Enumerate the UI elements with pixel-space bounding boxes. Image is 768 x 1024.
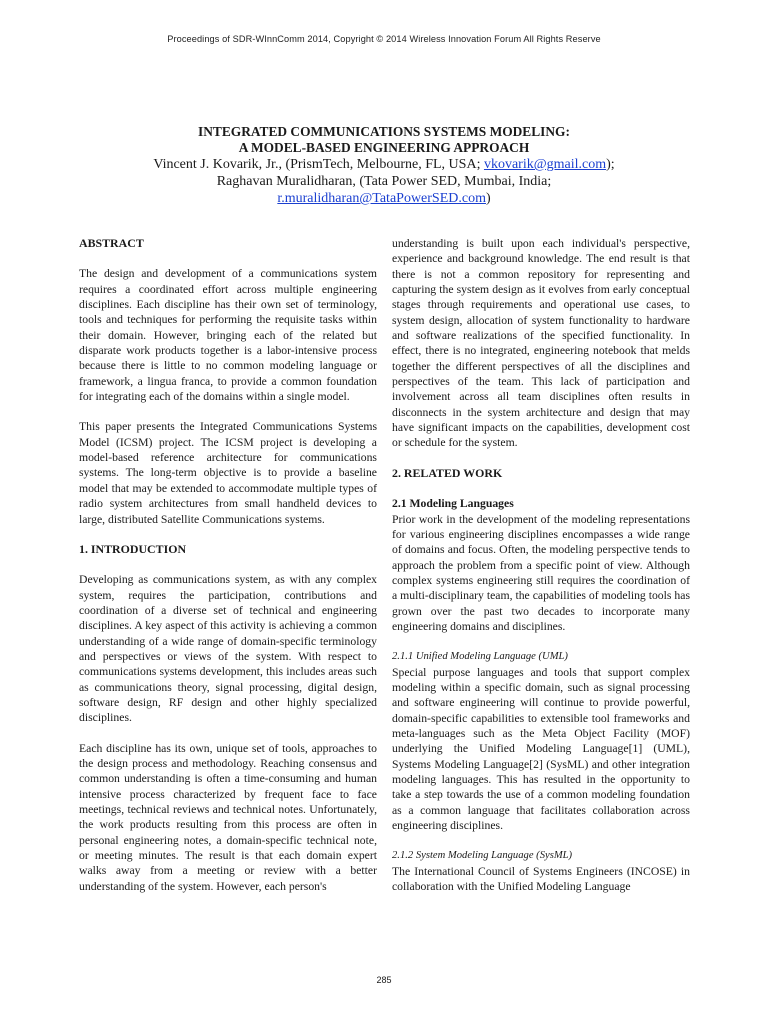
author-line-3: r.muralidharan@TataPowerSED.com) xyxy=(277,191,491,206)
author-1-affiliation: Vincent J. Kovarik, Jr., (PrismTech, Melbourne, FL, USA; xyxy=(153,157,484,172)
paper-title-line1: INTEGRATED COMMUNICATIONS SYSTEMS MODELING: xyxy=(198,124,570,139)
page-number: 285 xyxy=(376,975,392,985)
uml-subheading: 2.1.1 Unified Modeling Language (UML) xyxy=(392,651,568,663)
proceedings-header: Proceedings of SDR-WInnComm 2014, Copyright © 2014 Wireless Innovation Forum All Rights Reserve xyxy=(167,34,601,44)
left-column xyxy=(79,236,377,894)
author-line-1: Vincent J. Kovarik, Jr., (PrismTech, Melbourne, FL, USA; vkovarik@gmail.com); xyxy=(153,157,615,172)
author-line-2: Raghavan Muralidharan, (Tata Power SED, Mumbai, India; xyxy=(216,174,552,189)
modeling-languages-subheading: 2.1 Modeling Languages xyxy=(392,497,514,511)
introduction-paragraph-2-continued: understanding is built upon each individual's perspective, experience and background knowledge. The end result is that there is not a common repository for representing and capturing the system design as it evolves from early conceptual stages through requirements and operational use cases, to system design, allocation of system functionality to hardware and software realizations of the specified functionality. In effect, there is no integrated, engineering notebook that melds together the different perspectives of all the disciplines and perspectives of the team. This lack of participation and involvement across all team disciplines often results in disconnects in the system architecture and design that may have significant impacts on the capabilities, development cost or schedule for the system. xyxy=(392,237,690,450)
sysml-subheading: 2.1.2 System Modeling Language (SysML) xyxy=(392,850,573,862)
sysml-paragraph: The International Council of Systems Engineers (INCOSE) in collaboration with the Unified Modeling Language xyxy=(392,864,690,894)
abstract-paragraph-2: This paper presents the Integrated Communications Systems Model (ICSM) project. The ICSM project is developing a model-based reference architecture for communications systems. The long-term objective is to provide a baseline model that may be extended to accommodate multiple types of radio system architectures from small handheld devices to large, distributed Satellite Communications systems. xyxy=(79,420,377,526)
email-link-1[interactable]: vkovarik@gmail.com xyxy=(483,157,607,172)
right-column xyxy=(392,236,690,894)
related-work-heading: 2. RELATED WORK xyxy=(392,465,503,480)
introduction-paragraph-2: Each discipline has its own, unique set of tools, approaches to the design process and methodology. Reaching consensus and common understanding is often a time-consuming and human intensive process characterized by frequent face to face meetings, technical reviews and technical notes. Unfortunately, the work products resulting from this process are often in personal engineering notes, a domain-specific technical note, or meeting minutes. The result is that each domain expert walks away from a meeting or review with a better understanding of the system. However, each person's xyxy=(79,741,377,893)
introduction-heading: 1. INTRODUCTION xyxy=(79,541,187,556)
introduction-paragraph-1: Developing as communications system, as with any complex system, requires the participation, contributions and coordination of a diverse set of technical and engineering disciplines. A key aspect of this activity is achieving a common understanding of a wide range of domain-specific terminology and perspectives or views of the system. With respect to communications systems development, this includes areas such as communications theory, signal processing, digital design, software design, RF design and other highly specialized disciplines. xyxy=(79,573,377,725)
title-block xyxy=(60,124,708,207)
abstract-paragraph-1: The design and development of a communications system requires a coordinated effort across multiple engineering disciplines. Each discipline has their own set of terminology, tools and techniques for performing the requisite tasks within their domain. However, bringing each of the related but disparate work products together is a labor-intensive process because there is little to no common modeling language or framework, a lingua franca, to provide a common foundation for integrating each of the domains within a single model. xyxy=(79,267,377,404)
email-link-2[interactable]: r.muralidharan@TataPowerSED.com xyxy=(277,191,486,206)
paper-title-line2: A MODEL-BASED ENGINEERING APPROACH xyxy=(238,140,530,155)
uml-paragraph: Special purpose languages and tools that support complex modeling within a specific domain, such as signal processing and software engineering will continue to provide powerful, domain-specific capabilities to extensible tool frameworks and meta-languages such as the Meta Object Facility (MOF) underlying the Unified Modeling Language[1] (UML), Systems Modeling Language[2] (SysML) and other integration modeling languages. This has resulted in the opportunity to take a step towards the use of a common modeling foundation as a common language that facilitates collaboration across engineering disciplines. xyxy=(392,665,690,833)
modeling-languages-paragraph: Prior work in the development of the modeling representations for various engineering disciplines encompasses a wide range of domains and focus. Often, the modeling perspective tends to approach the problem from a specific point of view. Although complex systems engineering still requires the coordination of a multi-disciplinary team, the capabilities of modeling tools has grown over the past two decades to incorporate many engineering domains and disciplines. xyxy=(392,512,690,633)
abstract-heading: ABSTRACT xyxy=(79,236,144,250)
